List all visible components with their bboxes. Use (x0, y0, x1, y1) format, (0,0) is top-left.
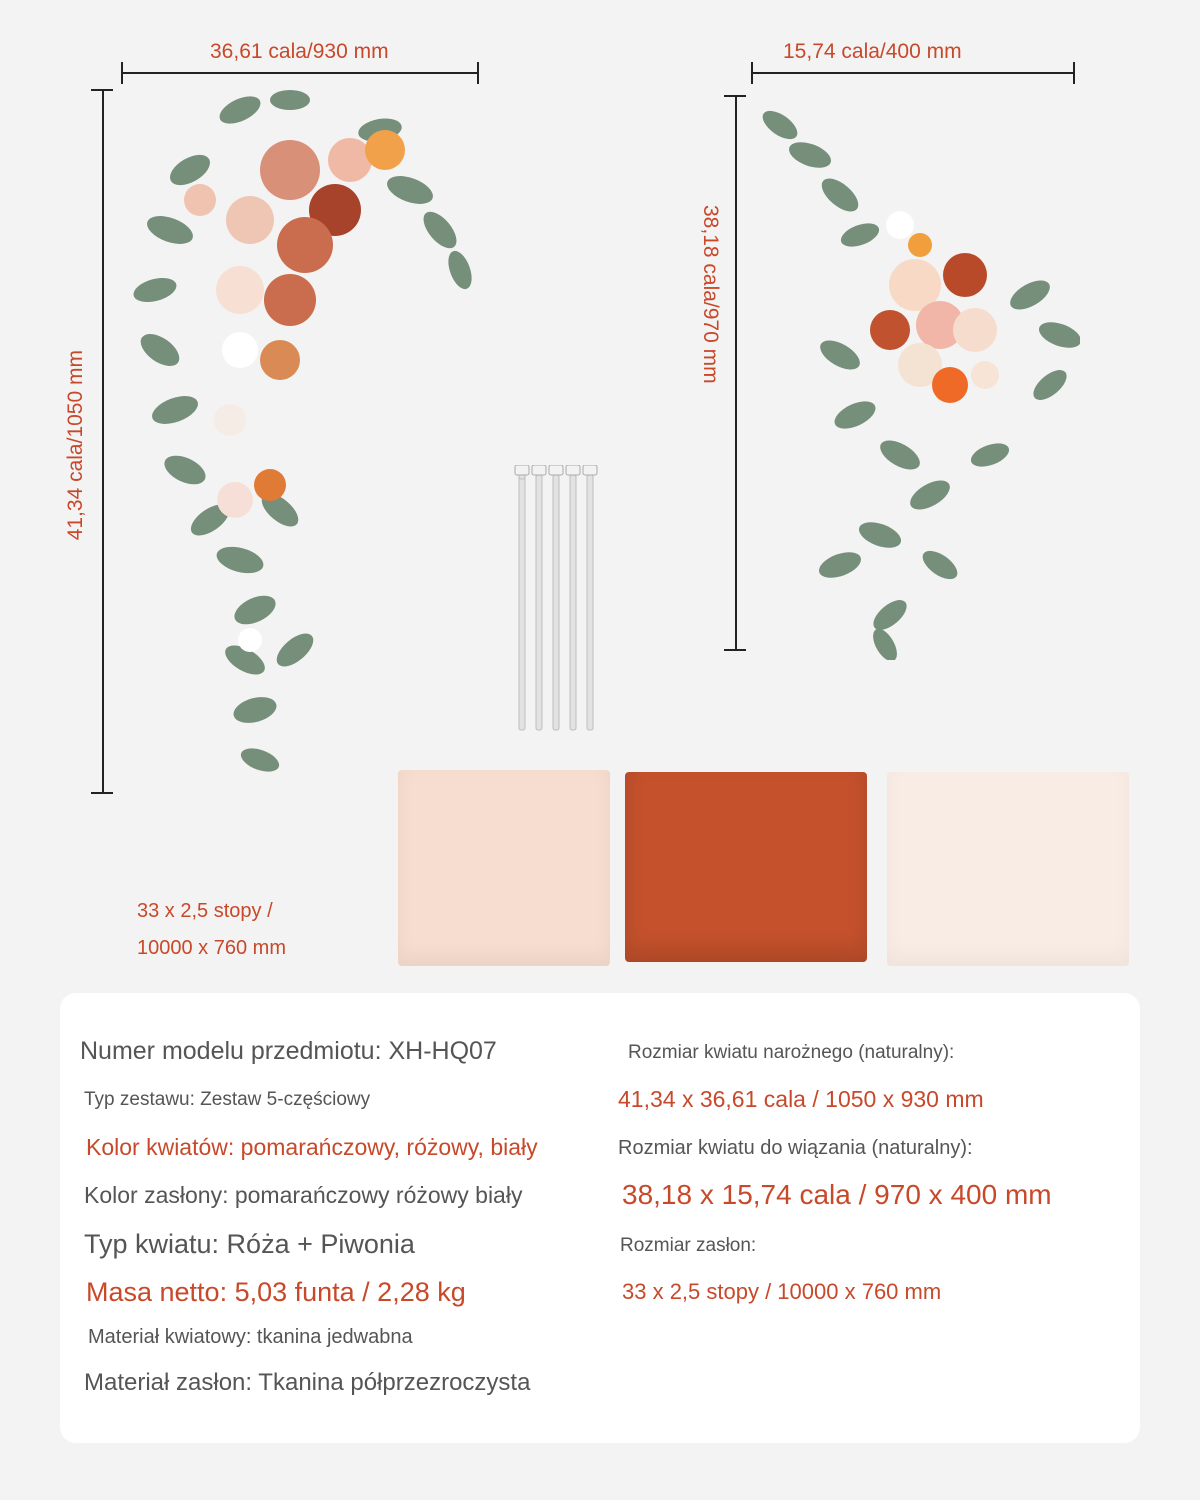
corner-flower-arrangement-image (130, 90, 490, 800)
spec-flower-color: Kolor kwiatów: pomarańczowy, różowy, biały (86, 1134, 538, 1160)
spec-drape-size-value: 33 x 2,5 stopy / 10000 x 760 mm (622, 1279, 942, 1304)
cable-ties-image (505, 465, 605, 740)
small-width-rule (752, 72, 1074, 74)
large-width-rule (122, 72, 478, 74)
large-height-rule (102, 90, 104, 793)
drape-size-label-line2: 10000 x 760 mm (137, 937, 286, 959)
small-width-tick-left (751, 62, 753, 84)
large-height-tick-bottom (91, 792, 113, 794)
spec-corner-size-value: 41,34 x 36,61 cala / 1050 x 930 mm (618, 1086, 984, 1112)
drape-peach-image (398, 770, 610, 966)
spec-drape-size-label: Rozmiar zasłon: (620, 1235, 757, 1256)
spec-drape-color: Kolor zasłony: pomarańczowy różowy biały (84, 1182, 523, 1208)
small-width-label: 15,74 cala/400 mm (783, 40, 962, 63)
spec-tie-size-label: Rozmiar kwiatu do wiązania (naturalny): (618, 1137, 973, 1159)
spec-drape-material: Materiał zasłon: Tkanina półprzezroczysta (84, 1369, 531, 1396)
spec-flower-type: Typ kwiatu: Róża + Piwonia (84, 1229, 415, 1259)
drape-terracotta-image (625, 772, 867, 962)
tie-flower-arrangement-image (760, 95, 1080, 660)
small-height-rule (735, 96, 737, 650)
spec-corner-size-label: Rozmiar kwiatu narożnego (naturalny): (628, 1042, 955, 1063)
spec-model-number: Numer modelu przedmiotu: XH-HQ07 (80, 1037, 497, 1065)
drape-ivory-image (887, 772, 1129, 966)
spec-flower-material: Materiał kwiatowy: tkanina jedwabna (88, 1326, 413, 1348)
spec-tie-size-value: 38,18 x 15,74 cala / 970 x 400 mm (622, 1179, 1052, 1210)
small-width-tick-right (1073, 62, 1075, 84)
drape-size-label-line1: 33 x 2,5 stopy / (137, 900, 273, 922)
spec-set-type: Typ zestawu: Zestaw 5-częściowy (84, 1089, 371, 1110)
large-width-tick-right (477, 62, 479, 84)
small-height-tick-top (724, 95, 746, 97)
spec-card (60, 993, 1140, 1443)
large-width-label: 36,61 cala/930 mm (210, 40, 389, 63)
small-height-tick-bottom (724, 649, 746, 651)
spec-net-weight: Masa netto: 5,03 funta / 2,28 kg (86, 1277, 466, 1307)
small-height-label: 38,18 cala/970 mm (699, 205, 722, 384)
large-height-label: 41,34 cala/1050 mm (64, 350, 87, 541)
large-width-tick-left (121, 62, 123, 84)
large-height-tick-top (91, 89, 113, 91)
